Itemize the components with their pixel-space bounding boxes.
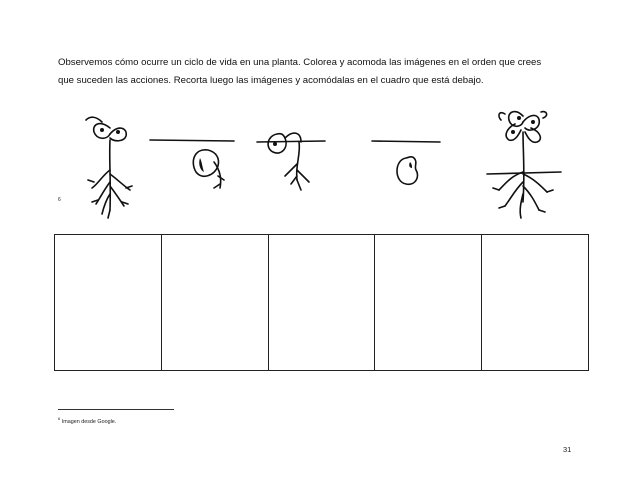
answer-cell-5[interactable] [482,235,588,370]
answer-cell-3[interactable] [269,235,376,370]
flowering-plant-icon [485,102,565,222]
footnote-divider [58,409,174,410]
sprouting-seedling-icon [255,124,335,204]
instructions-line-1: Observemos cómo ocurre un ciclo de vida en una planta. Colorea y acomoda las imágenes en el orden que crees [58,57,542,68]
footnote [58,416,116,425]
bean-seed-icon [370,132,450,192]
answer-cell-1[interactable] [55,235,162,370]
seedling-with-leaves-icon [80,110,140,220]
footnote-text: Imagen desde Google. [61,418,117,425]
plant-life-cycle-images [70,102,590,222]
answer-cell-4[interactable] [375,235,482,370]
germinating-seed-icon [148,132,238,202]
answer-grid [54,234,589,371]
footnote-number: 6 [58,416,61,421]
page-number: 31 [563,445,572,454]
instructions-text [58,54,598,90]
footnote-marker: 6 [58,197,61,203]
answer-cell-2[interactable] [162,235,269,370]
instructions-line-2: que suceden las acciones. Recorta luego las imágenes y acomódalas en el cuadro que está debajo. [58,75,484,86]
